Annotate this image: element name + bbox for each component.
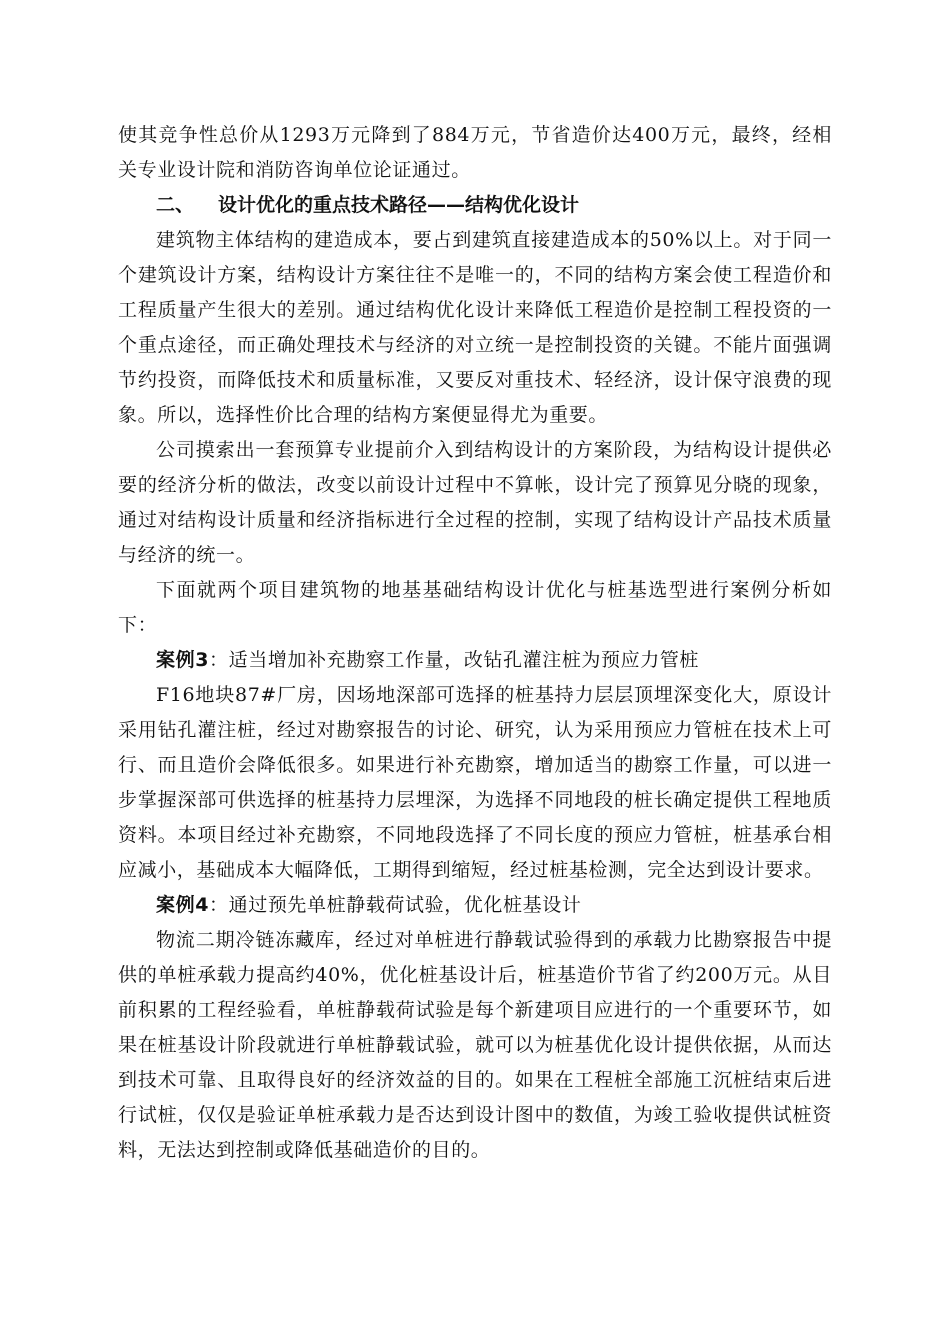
paragraph-company-method: 公司摸索出一套预算专业提前介入到结构设计的方案阶段，为结构设计提供必要的经济分析的做法，改变以前设计过程中不算帐，设计完了预算见分晓的现象，通过对结构设计质量和经济指标进行全过程的控制，实现了结构设计产品技术质量与经济的统一。 — [118, 439, 832, 566]
paragraph-structure-cost: 建筑物主体结构的建造成本，要占到建筑直接建造成本的50%以上。对于同一个建筑设计方案，结构设计方案往往不是唯一的，不同的结构方案会使工程造价和工程质量产生很大的差别。通过结构优化设计来降低工程造价是控制工程投资的一个重点途径，而正确处理技术与经济的对立统一是控制投资的关键。不能片面强调节约投资，而降低技术和质量标准，又要反对重技术、轻经济，设计保守浪费的现象。所以，选择性价比合理的结构方案便显得尤为重要。 — [118, 229, 832, 426]
case4-label: 案例4 — [156, 894, 210, 916]
section-number: 二、 — [156, 194, 195, 216]
case3-label: 案例3 — [156, 649, 210, 671]
paragraph-case-intro: 下面就两个项目建筑物的地基基础结构设计优化与桩基选型进行案例分析如下： — [118, 579, 832, 636]
paragraph-intro: 使其竞争性总价从1293万元降到了884万元，节省造价达400万元，最终，经相关专业设计院和消防咨询单位论证通过。 — [118, 124, 832, 181]
case4-heading — [118, 888, 832, 923]
section-heading — [156, 188, 832, 223]
section-title: 设计优化的重点技术路径——结构优化设计 — [218, 194, 580, 216]
case3-heading — [118, 643, 832, 678]
case3-title: ：适当增加补充勘察工作量，改钻孔灌注桩为预应力管桩 — [209, 649, 700, 671]
paragraph-case4-body: 物流二期冷链冻藏库，经过对单桩进行静载试验得到的承载力比勘察报告中提供的单桩承载力提高约40%，优化桩基设计后，桩基造价节省了约200万元。从目前积累的工程经验看，单桩静载荷试验是每个新建项目应进行的一个重要环节，如果在桩基设计阶段就进行单桩静载试验，就可以为桩基优化设计提供依据，从而达到技术可靠、且取得良好的经济效益的目的。如果在工程桩全部施工沉桩结束后进行试桩，仅仅是验证单桩承载力是否达到设计图中的数值，为竣工验收提供试桩资料，无法达到控制或降低基础造价的目的。 — [118, 929, 832, 1161]
paragraph-case3-body: F16地块87#厂房，因场地深部可选择的桩基持力层层顶埋深变化大，原设计采用钻孔灌注桩，经过对勘察报告的讨论、研究，认为采用预应力管桩在技术上可行、而且造价会降低很多。如果进行补充勘察，增加适当的勘察工作量，可以进一步掌握深部可供选择的桩基持力层埋深，为选择不同地段的桩长确定提供工程地质资料。本项目经过补充勘察，不同地段选择了不同长度的预应力管桩，桩基承台相应减小，基础成本大幅降低，工期得到缩短，经过桩基检测，完全达到设计要求。 — [118, 684, 832, 881]
case4-title: ：通过预先单桩静载荷试验，优化桩基设计 — [209, 894, 582, 916]
